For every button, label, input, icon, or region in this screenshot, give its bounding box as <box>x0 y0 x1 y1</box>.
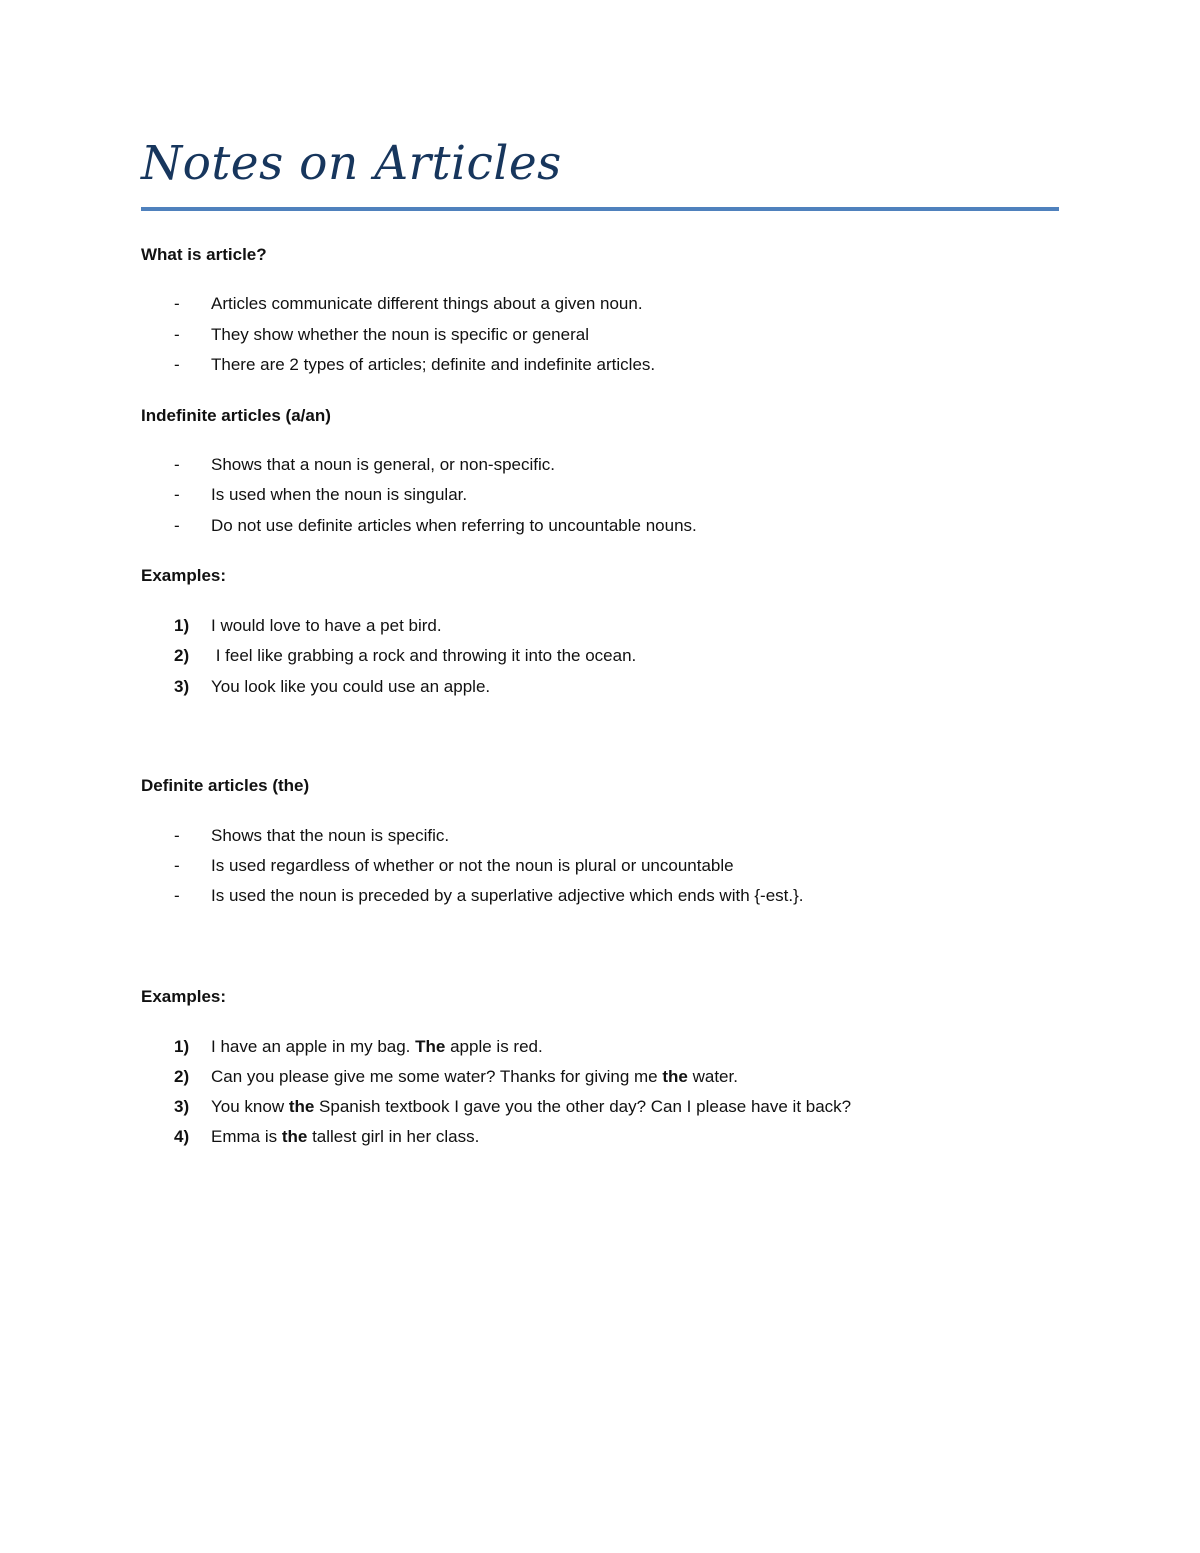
example-item <box>174 1127 479 1147</box>
list-item-text: Do not use definite articles when referring to uncountable nouns. <box>211 516 697 535</box>
example-item <box>174 1037 543 1057</box>
list-item-text: Shows that the noun is specific. <box>211 826 450 845</box>
page-title: Notes on Articles <box>141 136 562 191</box>
example-text-post: Spanish textbook I gave you the other day? Can I please have it back? <box>314 1097 852 1116</box>
example-item <box>174 1067 738 1087</box>
bullet-dash: - <box>174 886 180 905</box>
example-number: 2) <box>174 646 190 665</box>
bullet-dash: - <box>174 485 180 504</box>
example-number: 4) <box>174 1127 190 1146</box>
section-heading-definite-articles: Definite articles (the) <box>141 776 310 795</box>
list-item <box>174 355 655 375</box>
example-text-pre: Can you please give me some water? Thanks for giving me <box>211 1067 663 1086</box>
list-item-text: Articles communicate different things about a given noun. <box>211 294 643 313</box>
list-item-text: Is used regardless of whether or not the noun is plural or uncountable <box>211 856 734 875</box>
bullet-dash: - <box>174 355 180 374</box>
example-item <box>174 1097 851 1117</box>
example-article-bold: the <box>662 1067 688 1086</box>
example-text-post: water. <box>687 1067 738 1086</box>
example-number: 2) <box>174 1067 190 1086</box>
example-article-bold: The <box>415 1037 446 1056</box>
list-item <box>174 886 804 906</box>
example-text-post: tallest girl in her class. <box>307 1127 480 1146</box>
section-heading-what-is-article: What is article? <box>141 245 267 264</box>
list-item <box>174 294 643 314</box>
example-text: You look like you could use an apple. <box>211 677 491 696</box>
list-item <box>174 516 697 536</box>
bullet-dash: - <box>174 325 180 344</box>
list-item <box>174 826 449 846</box>
example-article-bold: the <box>288 1097 315 1116</box>
bullet-dash: - <box>174 455 180 474</box>
list-item <box>174 325 589 345</box>
example-number: 1) <box>174 616 190 635</box>
list-item <box>174 485 467 505</box>
example-text: I feel like grabbing a rock and throwing it into the ocean. <box>211 646 637 665</box>
example-number: 3) <box>174 1097 190 1116</box>
example-text: I would love to have a pet bird. <box>211 616 442 635</box>
example-item <box>174 646 636 666</box>
bullet-dash: - <box>174 856 180 875</box>
bullet-dash: - <box>174 516 180 535</box>
example-article-bold: the <box>281 1127 308 1146</box>
example-item <box>174 677 490 697</box>
example-item <box>174 616 442 636</box>
list-item-text: There are 2 types of articles; definite and indefinite articles. <box>211 355 656 374</box>
example-text-pre: I have an apple in my bag. <box>211 1037 416 1056</box>
title-underline <box>141 207 1059 211</box>
example-number: 3) <box>174 677 190 696</box>
section-heading-examples-definite: Examples: <box>141 987 227 1006</box>
example-text-pre: You know <box>211 1097 289 1116</box>
list-item-text: They show whether the noun is specific or general <box>211 325 589 344</box>
list-item <box>174 455 555 475</box>
section-heading-indefinite-articles: Indefinite articles (a/an) <box>141 406 331 425</box>
example-text-pre: Emma is <box>211 1127 282 1146</box>
bullet-dash: - <box>174 826 180 845</box>
list-item-text: Is used the noun is preceded by a superlative adjective which ends with {-est.}. <box>211 886 804 905</box>
example-text-post: apple is red. <box>445 1037 543 1056</box>
list-item-text: Shows that a noun is general, or non-specific. <box>211 455 555 474</box>
section-heading-examples-indefinite: Examples: <box>141 566 227 585</box>
example-number: 1) <box>174 1037 190 1056</box>
list-item-text: Is used when the noun is singular. <box>211 485 468 504</box>
bullet-dash: - <box>174 294 180 313</box>
list-item <box>174 856 734 876</box>
